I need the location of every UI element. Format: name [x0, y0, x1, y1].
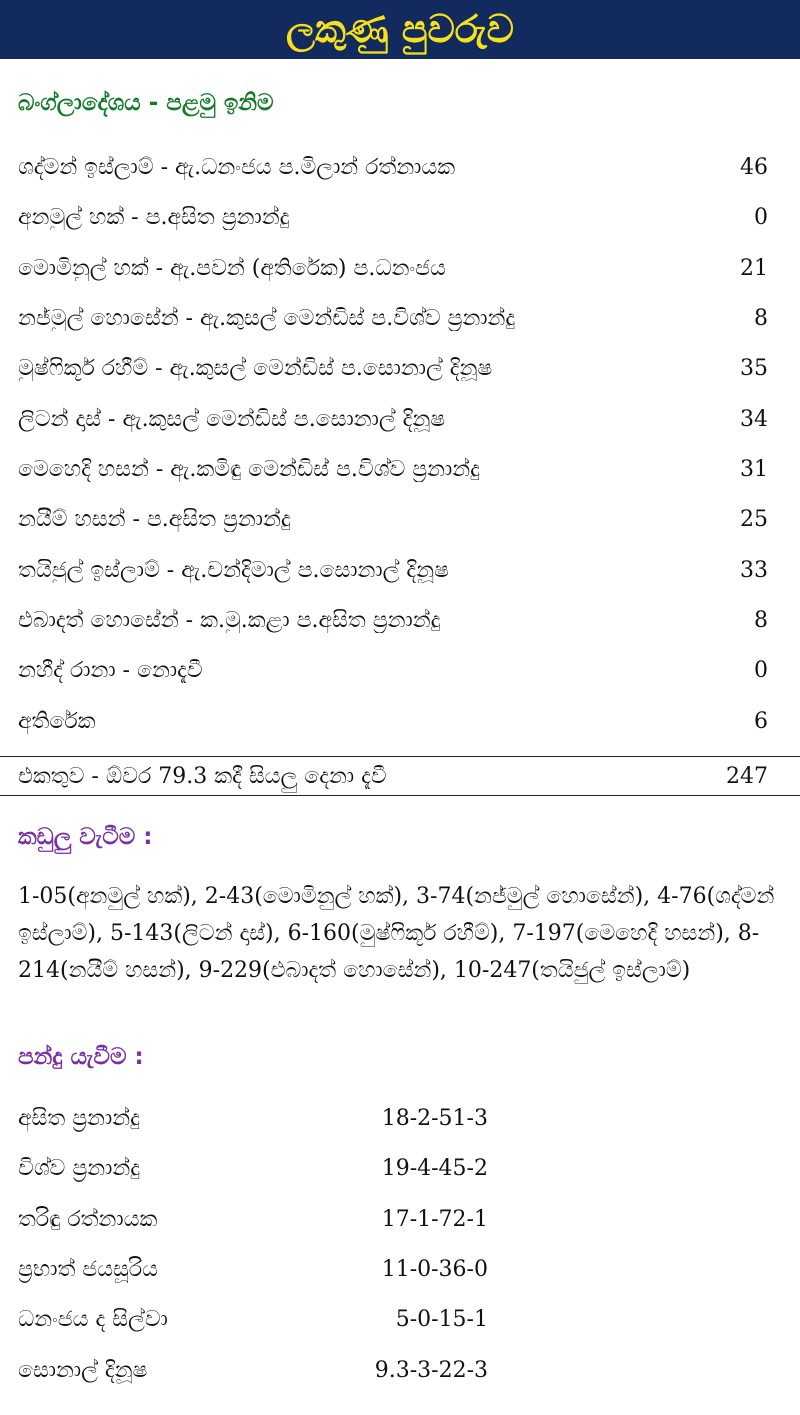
bowling-row — [18, 1149, 488, 1187]
total-divider-bottom — [0, 795, 800, 796]
bowler-name: තරිඳු රත්නායක — [18, 1206, 158, 1232]
batting-row — [18, 551, 768, 589]
bowling-row — [18, 1250, 488, 1288]
batsman-runs: 0 — [754, 657, 768, 683]
total-label: එකතුව - ඕවර 79.3 කදී සියලු දෙනා දැවී — [18, 763, 387, 789]
bowling-row — [18, 1300, 488, 1338]
batsman-dismissal: අනමුල් හක් - ප.අසිත ප්‍රනාන්දු — [18, 204, 290, 230]
batsman-runs: 33 — [740, 557, 768, 583]
bowling-row — [18, 1099, 488, 1137]
batsman-runs: 34 — [740, 406, 768, 432]
batsman-dismissal: එබාදත් හොසේන් - ක.මු.කළා ප.අසිත ප්‍රනාන්දු — [18, 607, 441, 633]
batsman-runs: 8 — [754, 607, 768, 633]
batting-row — [18, 601, 768, 639]
bowler-name: ප්‍රභාත් ජයසූරිය — [18, 1256, 158, 1282]
batting-row — [18, 400, 768, 438]
bowling-row — [18, 1200, 488, 1238]
extras-row — [18, 702, 768, 740]
bowler-name: විශ්ව ප්‍රනාන්දු — [18, 1155, 140, 1181]
batsman-runs: 0 — [754, 204, 768, 230]
bowler-name: ධනංජය ද සිල්වා — [18, 1306, 168, 1332]
batsman-dismissal: ශද්මන් ඉස්ලාම් - ඇ.ධනංජය ප.මිලාන් රත්නායක — [18, 154, 456, 180]
fall-of-wickets-heading: කඩුලු වැටීම : — [18, 824, 153, 850]
batting-row — [18, 198, 768, 236]
bowler-figures: 11-0-36-0 — [381, 1256, 488, 1282]
batsman-runs: 31 — [740, 456, 768, 482]
batting-row — [18, 299, 768, 337]
batting-row — [18, 349, 768, 387]
batsman-dismissal: මුෂ්ෆිකූර් රහීම් - ඇ.කුසල් මෙන්ඩිස් ප.සොනාල් දිනූෂ — [18, 355, 493, 381]
bowling-row — [18, 1351, 488, 1389]
batsman-dismissal: නහීද් රානා - නොදැවී — [18, 657, 203, 683]
batsman-dismissal: තයිජුල් ඉස්ලාම් - ඇ.චන්දිමාල් ප.සොනාල් දිනූෂ — [18, 557, 449, 583]
batsman-dismissal: නජ්මුල් හොසේන් - ඇ.කුසල් මෙන්ඩිස් ප.විශ්ව ප්‍රනාන්දු — [18, 305, 516, 331]
fall-of-wickets-text: 1-05(අනමුල් හක්), 2-43(මොමිනුල් හක්), 3-74(නජ්මුල් හොසේන්), 4-76(ශද්මන් ඉස්ලාම්), 5-143(ලිටන් දාස්), 6-160(මුෂ්ෆිකූර් රහීම්), 7-197(මෙහෙදි හසන්), 8-214(නයීම් හසන්), 9-229(එබාදත් හොසේන්), 10-247(තයිජුල් ඉස්ලාම්) — [18, 884, 775, 983]
extras-runs: 6 — [754, 708, 768, 734]
total-runs: 247 — [726, 763, 768, 789]
bowler-figures: 18-2-51-3 — [381, 1105, 488, 1131]
scorecard-header — [0, 0, 800, 59]
batsman-dismissal: නයීම් හසන් - ප.අසිත ප්‍රනාන්දු — [18, 506, 291, 532]
bowler-figures: 5-0-15-1 — [395, 1306, 488, 1332]
total-row — [18, 757, 768, 795]
bowler-figures: 17-1-72-1 — [381, 1206, 488, 1232]
batting-row — [18, 148, 768, 186]
batsman-runs: 21 — [740, 255, 768, 281]
batting-row — [18, 500, 768, 538]
bowling-heading: පන්දු යැවීම : — [18, 1044, 144, 1070]
batsman-runs: 8 — [754, 305, 768, 331]
batsman-runs: 35 — [740, 355, 768, 381]
bowler-figures: 9.3-3-22-3 — [374, 1357, 488, 1383]
batsman-dismissal: ලිටන් දාස් - ඇ.කුසල් මෙන්ඩිස් ප.සොනාල් දිනූෂ — [18, 406, 446, 432]
batsman-runs: 25 — [740, 506, 768, 532]
bowler-name: සොනාල් දිනූෂ — [18, 1357, 148, 1383]
scorecard-title: ලකුණු පුවරුව — [286, 7, 514, 51]
batting-row — [18, 450, 768, 488]
batting-row — [18, 249, 768, 287]
extras-label: අතිරේක — [18, 708, 96, 734]
batsman-dismissal: මෙහෙදි හසන් - ඇ.කමිඳු මෙන්ඩිස් ප.විශ්ව ප්‍රනාන්දු — [18, 456, 480, 482]
batting-row — [18, 651, 768, 689]
bowler-figures: 19-4-45-2 — [381, 1155, 488, 1181]
bowler-name: අසිත ප්‍රනාන්දු — [18, 1105, 140, 1131]
batsman-runs: 46 — [740, 154, 768, 180]
innings-heading: බංග්ලාදේශය - පළමු ඉනිම — [18, 90, 274, 116]
batsman-dismissal: මොමිනුල් හක් - ඇ.පවන් (අතිරේක) ප.ධනංජය — [18, 255, 446, 281]
